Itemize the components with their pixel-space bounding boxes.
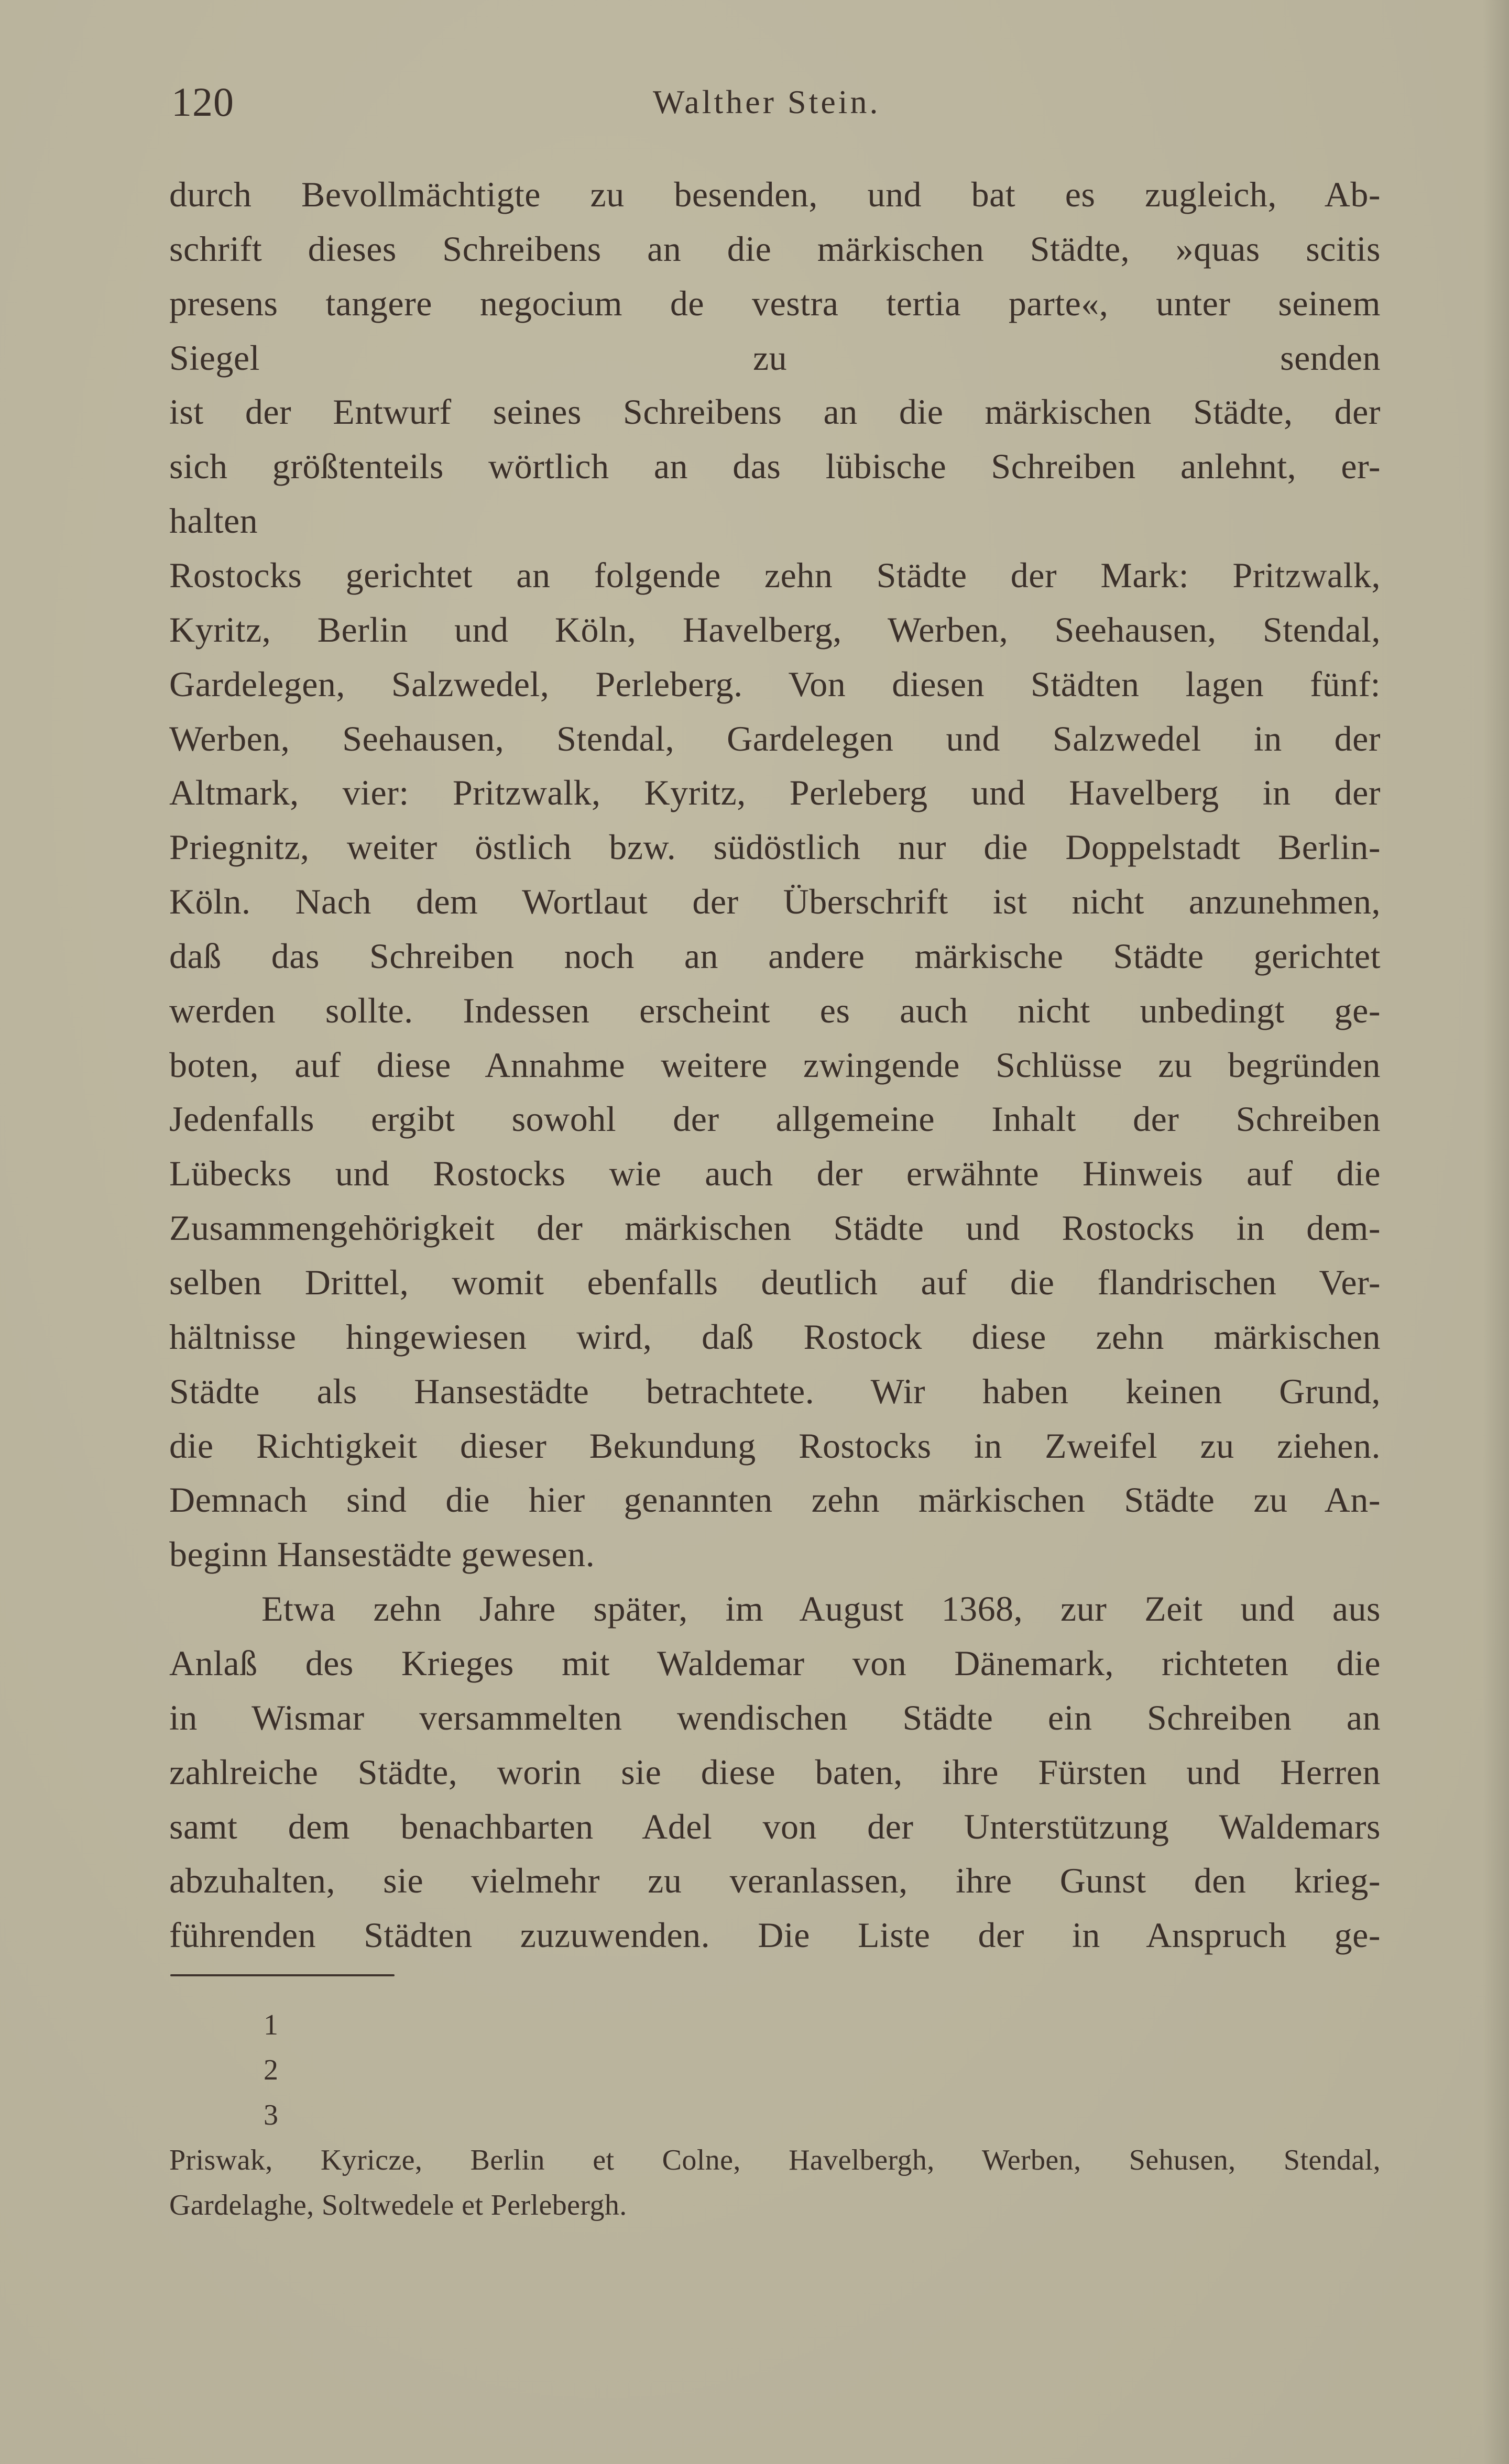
- text-line: werden sollte. Indessen erscheint es auch nicht unbedingt ge-: [169, 990, 1381, 1030]
- page-number: 120: [171, 79, 234, 125]
- footnote-line: 3: [264, 2099, 279, 2131]
- text-line: Priegnitz, weiter östlich bzw. südöstlich nur die Doppelstadt Berlin-: [169, 827, 1381, 867]
- footnote-line: 1: [264, 2009, 279, 2041]
- text-line: Gardelegen, Salzwedel, Perleberg. Von diesen Städten lagen fünf:: [169, 664, 1381, 704]
- text-line: hältnisse hingewiesen wird, daß Rostock diese zehn märkischen: [169, 1316, 1381, 1357]
- text-line: ist der Entwurf seines Schreibens an die märkischen Städte, der: [169, 392, 1381, 432]
- text-line: Etwa zehn Jahre später, im August 1368, zur Zeit und aus: [261, 1589, 1381, 1629]
- text-line: samt dem benachbarten Adel von der Unterstützung Waldemars: [169, 1806, 1381, 1846]
- text-line: in Wismar versammelten wendischen Städte ein Schreiben an: [169, 1697, 1381, 1737]
- text-line: die Richtigkeit dieser Bekundung Rostocks in Zweifel zu ziehen.: [169, 1425, 1381, 1466]
- footnote-line: Gardelaghe, Soltwedele et Perlebergh.: [169, 2189, 627, 2221]
- footnote-line: Priswak, Kyricze, Berlin et Colne, Havelbergh, Werben, Sehusen, Stendal,: [169, 2144, 1381, 2176]
- text-line: beginn Hansestädte gewesen.: [169, 1534, 595, 1575]
- text-line: Altmark, vier: Pritzwalk, Kyritz, Perleberg und Havelberg in der: [169, 773, 1381, 813]
- text-line: presens tangere negocium de vestra tertia parte«, unter seinem: [169, 283, 1381, 323]
- text-line: Anlaß des Krieges mit Waldemar von Dänemark, richteten die: [169, 1643, 1381, 1683]
- text-line: Werben, Seehausen, Stendal, Gardelegen und Salzwedel in der: [169, 718, 1381, 758]
- text-line: Siegel zu senden: [169, 337, 1381, 378]
- text-line: Städte als Hansestädte betrachtete. Wir haben keinen Grund,: [169, 1371, 1381, 1411]
- text-line: Zusammengehörigkeit der märkischen Städte und Rostocks in dem-: [169, 1208, 1381, 1248]
- footnote-separator: [170, 1974, 395, 1976]
- footnote-line: 2: [264, 2054, 279, 2086]
- text-line: Kyritz, Berlin und Köln, Havelberg, Werben, Seehausen, Stendal,: [169, 609, 1381, 650]
- text-line: boten, auf diese Annahme weitere zwingende Schlüsse zu begründen: [169, 1044, 1381, 1085]
- text-line: Köln. Nach dem Wortlaut der Überschrift ist nicht anzunehmen,: [169, 882, 1381, 922]
- text-line: durch Bevollmächtigte zu besenden, und bat es zugleich, Ab-: [169, 174, 1381, 214]
- text-line: schrift dieses Schreibens an die märkischen Städte, »quas scitis: [169, 228, 1381, 269]
- text-line: führenden Städten zuzuwenden. Die Liste der in Anspruch ge-: [169, 1915, 1381, 1955]
- text-line: daß das Schreiben noch an andere märkische Städte gerichtet: [169, 936, 1381, 976]
- text-line: Jedenfalls ergibt sowohl der allgemeine Inhalt der Schreiben: [169, 1099, 1381, 1139]
- text-line: zahlreiche Städte, worin sie diese baten, ihre Fürsten und Herren: [169, 1752, 1381, 1792]
- text-line: abzuhalten, sie vielmehr zu veranlassen, ihre Gunst den krieg-: [169, 1861, 1381, 1901]
- text-line: Demnach sind die hier genannten zehn märkischen Städte zu An-: [169, 1480, 1381, 1520]
- text-line: sich größtenteils wörtlich an das lübische Schreiben anlehnt, er-: [169, 446, 1381, 487]
- text-line: halten: [169, 501, 258, 541]
- text-line: Lübecks und Rostocks wie auch der erwähnte Hinweis auf die: [169, 1153, 1381, 1194]
- text-line: selben Drittel, womit ebenfalls deutlich auf die flandrischen Ver-: [169, 1262, 1381, 1302]
- text-line: Rostocks gerichtet an folgende zehn Städte der Mark: Pritzwalk,: [169, 555, 1381, 595]
- running-title: Walther Stein.: [653, 83, 881, 120]
